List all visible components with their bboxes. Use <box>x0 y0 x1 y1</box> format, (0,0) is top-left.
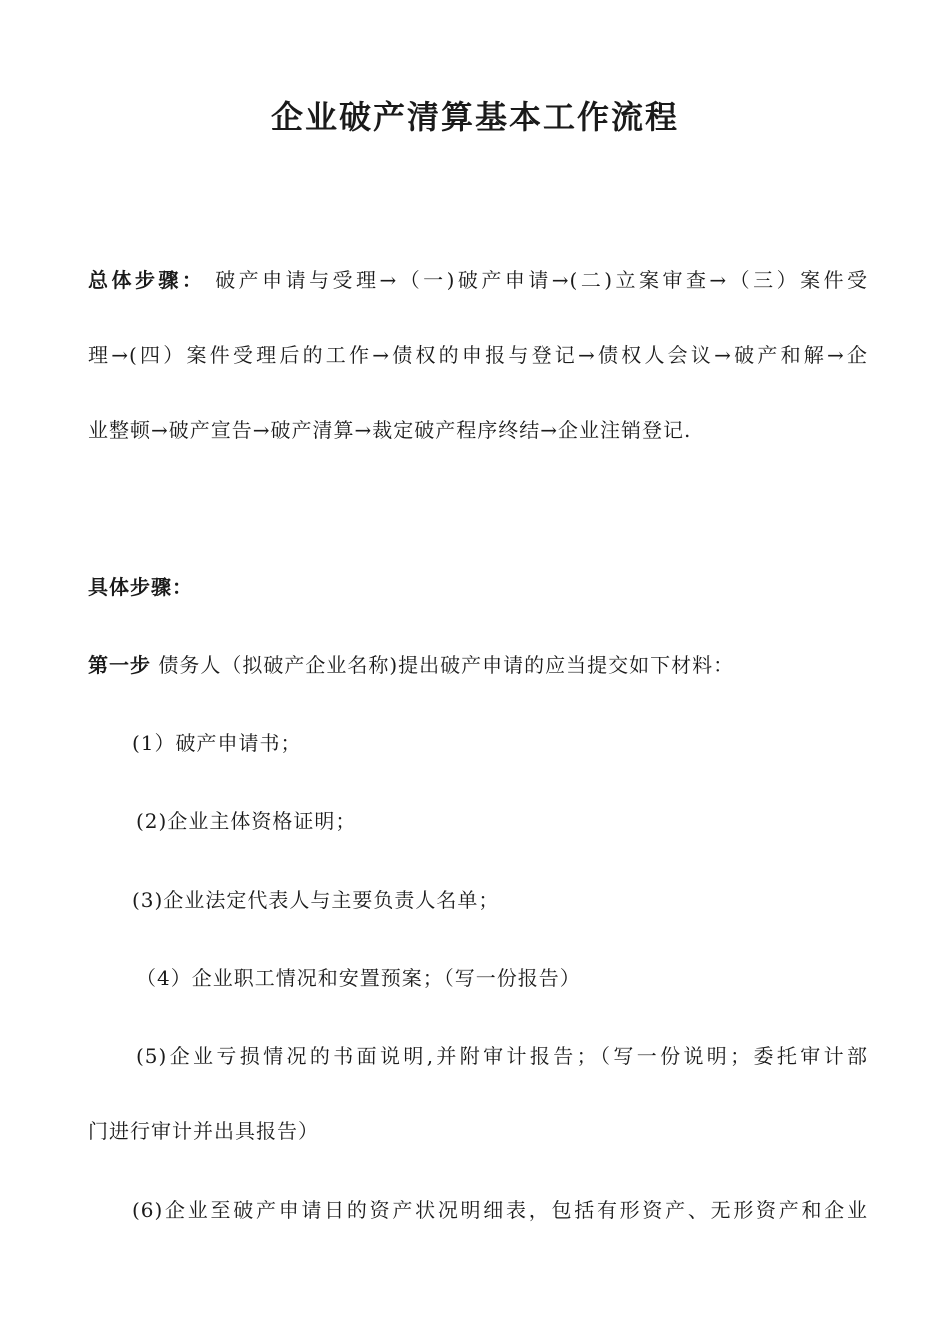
overall-steps-line-3: 业整顿→破产宣告→破产清算→裁定破产程序终结→企业注销登记. <box>88 418 692 442</box>
step1-item-5-continued: 门进行审计并出具报告） <box>88 1119 319 1143</box>
overall-steps-line-2: 理→(四）案件受理后的工作→债权的申报与登记→债权人会议→破产和解→企 <box>88 343 868 367</box>
step1-item-2: (2)企业主体资格证明； <box>136 809 357 833</box>
step1-label: 第一步 <box>88 653 151 677</box>
overall-steps-text-1: 破产申请与受理→（一)破产申请→(二)立案审查→（三）案件受 <box>215 268 869 292</box>
step1-item-5: (5)企业亏损情况的书面说明,并附审计报告；（写一份说明；委托审计部 <box>136 1044 868 1068</box>
step1-text: 债务人（拟破产企业名称)提出破产申请的应当提交如下材料： <box>158 653 735 677</box>
step1-item-6: (6)企业至破产申请日的资产状况明细表，包括有形资产、无形资产和企业 <box>132 1198 868 1222</box>
step1-line <box>88 650 868 680</box>
step1-item-1: (1）破产申请书； <box>132 731 302 755</box>
overall-steps-label: 总体步骤： <box>88 268 206 292</box>
specific-steps-label: 具体步骤： <box>88 575 193 599</box>
overall-steps-line-1 <box>88 265 868 295</box>
step1-item-4: （4）企业职工情况和安置预案；（写一份报告） <box>136 966 581 990</box>
page-title: 企业破产清算基本工作流程 <box>270 98 679 136</box>
step1-item-3: (3)企业法定代表人与主要负责人名单； <box>132 888 500 912</box>
